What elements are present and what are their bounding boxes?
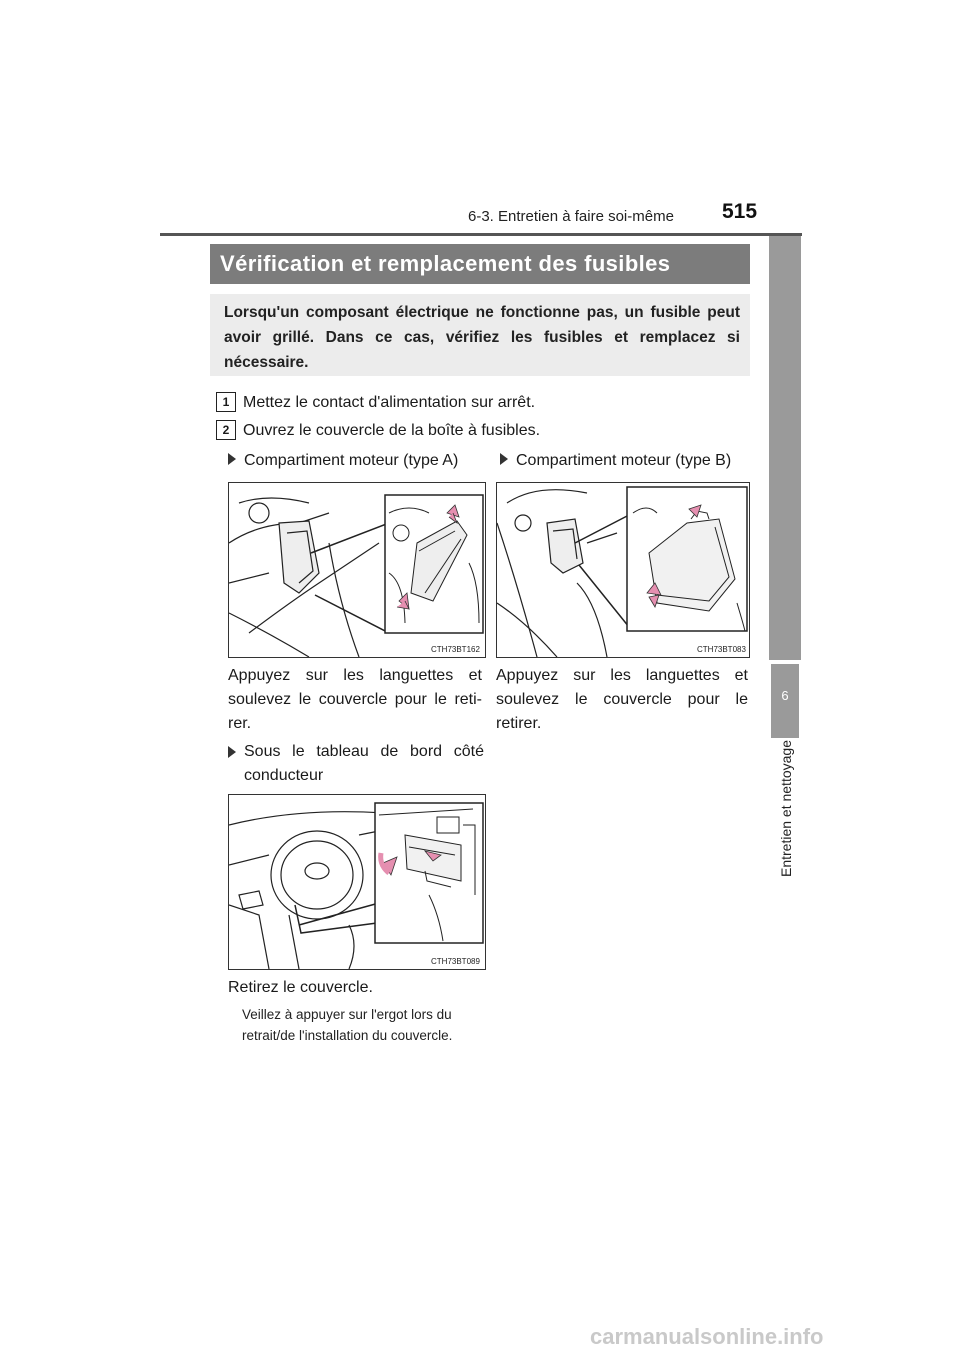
location-c-note: Veillez à appuyer sur l'ergot lors du retrait/de l'installation du couvercle. (242, 1007, 453, 1043)
location-a-instruction: Appuyez sur les languettes et soulevez le couvercle pour le reti-rer. (228, 667, 482, 732)
image-code: CTH73BT089 (431, 957, 480, 966)
engine-compartment-type-a-illustration (228, 482, 486, 658)
location-c-instruction: Retirez le couvercle. (228, 979, 373, 996)
step-number-badge: 1 (216, 392, 236, 412)
header-rule (160, 233, 802, 236)
section-title: Vérification et remplacement des fusibles (210, 244, 750, 284)
location-a-heading (228, 452, 458, 470)
step-number-badge: 2 (216, 420, 236, 440)
header-section-title: 6-3. Entretien à faire soi-même (468, 208, 674, 225)
step-1 (216, 392, 535, 412)
location-c-heading-text: Sous le tableau de bord côté conducteur (244, 743, 484, 784)
image-code: CTH73BT162 (431, 645, 480, 654)
location-b-instruction: Appuyez sur les languettes et soulevez le couvercle pour le retirer. (496, 667, 748, 732)
triangle-bullet-icon (228, 746, 236, 758)
image-code: CTH73BT083 (697, 645, 746, 654)
location-b-heading (500, 452, 731, 470)
side-tab-bar (769, 236, 801, 660)
intro-box: Lorsqu'un composant électrique ne fonctionne pas, un fusible peut avoir grillé. Dans ce cas, vérifiez les fusibles et remplacez si nécessaire. (210, 294, 750, 376)
step-text: Ouvrez le couvercle de la boîte à fusibles. (243, 422, 541, 439)
engine-compartment-type-b-illustration (496, 482, 750, 658)
chapter-title-text: Entretien et nettoyage (778, 740, 794, 877)
step-text: Mettez le contact d'alimentation sur arrêt. (243, 394, 536, 411)
step-2 (216, 420, 540, 440)
location-a-heading-text: Compartiment moteur (type A) (244, 452, 459, 469)
location-c-heading (228, 740, 484, 788)
chapter-title (760, 740, 812, 990)
triangle-bullet-icon (500, 453, 508, 465)
driver-side-dashboard-illustration (228, 794, 486, 970)
watermark: carmanualsonline.info (590, 1324, 824, 1349)
triangle-bullet-icon (228, 453, 236, 465)
page-number: 515 (722, 200, 758, 223)
location-b-heading-text: Compartiment moteur (type B) (516, 452, 732, 469)
chapter-number: 6 (771, 664, 799, 738)
